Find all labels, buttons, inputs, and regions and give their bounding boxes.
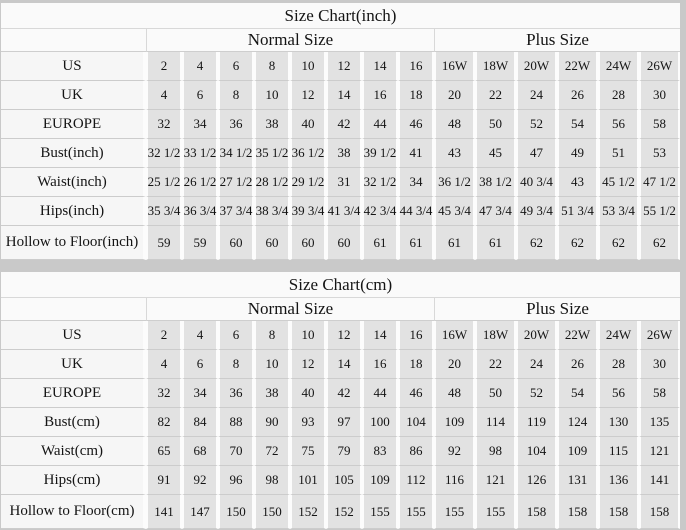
size-value-cell: 62 bbox=[598, 226, 639, 260]
size-value-cell: 29 1/2 bbox=[290, 168, 326, 197]
size-value-cell: 65 bbox=[146, 437, 182, 466]
size-value-cell: 10 bbox=[290, 321, 326, 350]
size-value-cell: 50 bbox=[475, 110, 516, 139]
row-label: Waist(inch) bbox=[1, 168, 146, 197]
size-value-cell: 8 bbox=[218, 350, 254, 379]
size-value-cell: 51 bbox=[598, 139, 639, 168]
size-value-cell: 56 bbox=[598, 379, 639, 408]
row-label: Hollow to Floor(inch) bbox=[1, 226, 146, 260]
size-value-cell: 141 bbox=[639, 466, 680, 495]
size-value-cell: 158 bbox=[557, 495, 598, 529]
size-value-cell: 44 bbox=[362, 110, 398, 139]
size-value-cell: 14 bbox=[326, 81, 362, 110]
size-value-cell: 158 bbox=[598, 495, 639, 529]
size-value-cell: 59 bbox=[146, 226, 182, 260]
size-value-cell: 59 bbox=[182, 226, 218, 260]
size-value-cell: 8 bbox=[254, 321, 290, 350]
row-label: UK bbox=[1, 350, 146, 379]
size-value-cell: 70 bbox=[218, 437, 254, 466]
size-value-cell: 12 bbox=[326, 321, 362, 350]
size-value-cell: 16 bbox=[362, 350, 398, 379]
size-value-cell: 6 bbox=[182, 81, 218, 110]
size-value-cell: 88 bbox=[218, 408, 254, 437]
size-value-cell: 8 bbox=[218, 81, 254, 110]
size-value-cell: 60 bbox=[326, 226, 362, 260]
size-value-cell: 47 bbox=[516, 139, 557, 168]
size-value-cell: 16 bbox=[398, 321, 434, 350]
size-value-cell: 61 bbox=[434, 226, 475, 260]
size-value-cell: 20 bbox=[434, 81, 475, 110]
size-value-cell: 93 bbox=[290, 408, 326, 437]
size-value-cell: 28 1/2 bbox=[254, 168, 290, 197]
size-value-cell: 131 bbox=[557, 466, 598, 495]
size-value-cell: 6 bbox=[218, 321, 254, 350]
size-value-cell: 55 1/2 bbox=[639, 197, 680, 226]
normal-size-header: Normal Size bbox=[146, 29, 434, 52]
size-value-cell: 33 1/2 bbox=[182, 139, 218, 168]
corner-cell bbox=[1, 29, 146, 52]
size-value-cell: 16 bbox=[398, 52, 434, 81]
row-label: Hips(cm) bbox=[1, 466, 146, 495]
size-value-cell: 72 bbox=[254, 437, 290, 466]
size-value-cell: 158 bbox=[639, 495, 680, 529]
size-value-cell: 109 bbox=[557, 437, 598, 466]
size-value-cell: 10 bbox=[254, 350, 290, 379]
size-value-cell: 12 bbox=[290, 81, 326, 110]
size-value-cell: 16 bbox=[362, 81, 398, 110]
size-value-cell: 36 1/2 bbox=[434, 168, 475, 197]
size-value-cell: 20 bbox=[434, 350, 475, 379]
size-value-cell: 26W bbox=[639, 321, 680, 350]
size-value-cell: 35 1/2 bbox=[254, 139, 290, 168]
size-value-cell: 155 bbox=[398, 495, 434, 529]
size-value-cell: 58 bbox=[639, 110, 680, 139]
size-value-cell: 18W bbox=[475, 52, 516, 81]
size-value-cell: 75 bbox=[290, 437, 326, 466]
size-value-cell: 28 bbox=[598, 350, 639, 379]
size-table-cm bbox=[1, 272, 680, 529]
size-value-cell: 130 bbox=[598, 408, 639, 437]
size-value-cell: 62 bbox=[639, 226, 680, 260]
size-value-cell: 44 bbox=[362, 379, 398, 408]
size-value-cell: 26W bbox=[639, 52, 680, 81]
size-value-cell: 46 bbox=[398, 110, 434, 139]
normal-size-header: Normal Size bbox=[146, 298, 434, 321]
size-value-cell: 109 bbox=[362, 466, 398, 495]
size-value-cell: 83 bbox=[362, 437, 398, 466]
size-value-cell: 24W bbox=[598, 321, 639, 350]
size-value-cell: 34 bbox=[182, 110, 218, 139]
size-value-cell: 40 bbox=[290, 379, 326, 408]
row-label: UK bbox=[1, 81, 146, 110]
size-value-cell: 150 bbox=[254, 495, 290, 529]
corner-cell bbox=[1, 298, 146, 321]
size-value-cell: 92 bbox=[434, 437, 475, 466]
size-value-cell: 52 bbox=[516, 110, 557, 139]
size-value-cell: 16W bbox=[434, 321, 475, 350]
size-value-cell: 42 bbox=[326, 110, 362, 139]
size-value-cell: 54 bbox=[557, 110, 598, 139]
size-value-cell: 116 bbox=[434, 466, 475, 495]
row-label: Hollow to Floor(cm) bbox=[1, 495, 146, 529]
size-value-cell: 38 bbox=[326, 139, 362, 168]
size-value-cell: 119 bbox=[516, 408, 557, 437]
size-value-cell: 36 3/4 bbox=[182, 197, 218, 226]
size-value-cell: 34 bbox=[398, 168, 434, 197]
size-value-cell: 20W bbox=[516, 321, 557, 350]
size-value-cell: 43 bbox=[434, 139, 475, 168]
size-value-cell: 45 3/4 bbox=[434, 197, 475, 226]
size-value-cell: 14 bbox=[362, 52, 398, 81]
size-value-cell: 28 bbox=[598, 81, 639, 110]
size-value-cell: 26 1/2 bbox=[182, 168, 218, 197]
size-value-cell: 126 bbox=[516, 466, 557, 495]
size-table-inch bbox=[1, 3, 680, 260]
size-value-cell: 155 bbox=[362, 495, 398, 529]
size-value-cell: 105 bbox=[326, 466, 362, 495]
size-value-cell: 41 3/4 bbox=[326, 197, 362, 226]
size-value-cell: 22W bbox=[557, 52, 598, 81]
size-value-cell: 10 bbox=[290, 52, 326, 81]
size-value-cell: 48 bbox=[434, 379, 475, 408]
size-value-cell: 18 bbox=[398, 350, 434, 379]
size-value-cell: 42 bbox=[326, 379, 362, 408]
size-value-cell: 97 bbox=[326, 408, 362, 437]
size-value-cell: 53 3/4 bbox=[598, 197, 639, 226]
size-value-cell: 31 bbox=[326, 168, 362, 197]
size-value-cell: 24 bbox=[516, 81, 557, 110]
size-value-cell: 6 bbox=[218, 52, 254, 81]
size-value-cell: 4 bbox=[182, 52, 218, 81]
size-value-cell: 109 bbox=[434, 408, 475, 437]
size-value-cell: 90 bbox=[254, 408, 290, 437]
size-value-cell: 36 1/2 bbox=[290, 139, 326, 168]
size-value-cell: 91 bbox=[146, 466, 182, 495]
size-value-cell: 38 bbox=[254, 379, 290, 408]
size-value-cell: 20W bbox=[516, 52, 557, 81]
size-value-cell: 51 3/4 bbox=[557, 197, 598, 226]
size-value-cell: 124 bbox=[557, 408, 598, 437]
size-value-cell: 155 bbox=[434, 495, 475, 529]
size-value-cell: 34 bbox=[182, 379, 218, 408]
size-value-cell: 18 bbox=[398, 81, 434, 110]
plus-size-header: Plus Size bbox=[434, 298, 680, 321]
size-value-cell: 135 bbox=[639, 408, 680, 437]
size-chart-inch bbox=[1, 3, 686, 260]
size-value-cell: 45 bbox=[475, 139, 516, 168]
size-value-cell: 82 bbox=[146, 408, 182, 437]
size-value-cell: 36 bbox=[218, 379, 254, 408]
row-label: EUROPE bbox=[1, 110, 146, 139]
size-value-cell: 34 1/2 bbox=[218, 139, 254, 168]
size-value-cell: 49 3/4 bbox=[516, 197, 557, 226]
size-value-cell: 44 3/4 bbox=[398, 197, 434, 226]
size-value-cell: 4 bbox=[146, 81, 182, 110]
size-value-cell: 10 bbox=[254, 81, 290, 110]
size-value-cell: 14 bbox=[326, 350, 362, 379]
size-value-cell: 152 bbox=[326, 495, 362, 529]
size-value-cell: 152 bbox=[290, 495, 326, 529]
size-value-cell: 27 1/2 bbox=[218, 168, 254, 197]
size-value-cell: 4 bbox=[182, 321, 218, 350]
size-value-cell: 41 bbox=[398, 139, 434, 168]
size-value-cell: 58 bbox=[639, 379, 680, 408]
size-value-cell: 96 bbox=[218, 466, 254, 495]
size-value-cell: 22 bbox=[475, 81, 516, 110]
size-value-cell: 68 bbox=[182, 437, 218, 466]
size-value-cell: 16W bbox=[434, 52, 475, 81]
size-value-cell: 60 bbox=[290, 226, 326, 260]
table-title: Size Chart(inch) bbox=[1, 3, 680, 29]
table-title: Size Chart(cm) bbox=[1, 272, 680, 298]
size-value-cell: 155 bbox=[475, 495, 516, 529]
size-value-cell: 158 bbox=[516, 495, 557, 529]
size-value-cell: 86 bbox=[398, 437, 434, 466]
size-value-cell: 2 bbox=[146, 52, 182, 81]
size-value-cell: 30 bbox=[639, 350, 680, 379]
size-value-cell: 8 bbox=[254, 52, 290, 81]
size-value-cell: 104 bbox=[398, 408, 434, 437]
size-value-cell: 40 3/4 bbox=[516, 168, 557, 197]
size-value-cell: 22W bbox=[557, 321, 598, 350]
size-value-cell: 114 bbox=[475, 408, 516, 437]
size-chart-cm bbox=[1, 272, 686, 529]
size-value-cell: 32 1/2 bbox=[146, 139, 182, 168]
size-value-cell: 147 bbox=[182, 495, 218, 529]
size-value-cell: 141 bbox=[146, 495, 182, 529]
size-value-cell: 24 bbox=[516, 350, 557, 379]
row-label: US bbox=[1, 321, 146, 350]
size-value-cell: 32 bbox=[146, 110, 182, 139]
size-value-cell: 18W bbox=[475, 321, 516, 350]
size-value-cell: 150 bbox=[218, 495, 254, 529]
size-value-cell: 50 bbox=[475, 379, 516, 408]
size-value-cell: 60 bbox=[218, 226, 254, 260]
size-value-cell: 38 1/2 bbox=[475, 168, 516, 197]
size-value-cell: 62 bbox=[516, 226, 557, 260]
size-value-cell: 6 bbox=[182, 350, 218, 379]
size-value-cell: 79 bbox=[326, 437, 362, 466]
size-value-cell: 98 bbox=[254, 466, 290, 495]
size-value-cell: 32 bbox=[146, 379, 182, 408]
size-value-cell: 136 bbox=[598, 466, 639, 495]
row-label: Waist(cm) bbox=[1, 437, 146, 466]
size-value-cell: 37 3/4 bbox=[218, 197, 254, 226]
size-value-cell: 56 bbox=[598, 110, 639, 139]
size-value-cell: 2 bbox=[146, 321, 182, 350]
size-value-cell: 121 bbox=[639, 437, 680, 466]
row-label: US bbox=[1, 52, 146, 81]
size-value-cell: 112 bbox=[398, 466, 434, 495]
size-value-cell: 4 bbox=[146, 350, 182, 379]
size-value-cell: 39 3/4 bbox=[290, 197, 326, 226]
size-value-cell: 53 bbox=[639, 139, 680, 168]
size-value-cell: 30 bbox=[639, 81, 680, 110]
size-value-cell: 22 bbox=[475, 350, 516, 379]
size-value-cell: 92 bbox=[182, 466, 218, 495]
size-value-cell: 42 3/4 bbox=[362, 197, 398, 226]
size-value-cell: 26 bbox=[557, 81, 598, 110]
row-label: Bust(inch) bbox=[1, 139, 146, 168]
size-value-cell: 36 bbox=[218, 110, 254, 139]
size-value-cell: 61 bbox=[398, 226, 434, 260]
size-value-cell: 121 bbox=[475, 466, 516, 495]
size-value-cell: 35 3/4 bbox=[146, 197, 182, 226]
row-label: Hips(inch) bbox=[1, 197, 146, 226]
size-value-cell: 40 bbox=[290, 110, 326, 139]
size-value-cell: 25 1/2 bbox=[146, 168, 182, 197]
size-value-cell: 49 bbox=[557, 139, 598, 168]
size-value-cell: 52 bbox=[516, 379, 557, 408]
size-value-cell: 62 bbox=[557, 226, 598, 260]
size-value-cell: 115 bbox=[598, 437, 639, 466]
size-value-cell: 47 1/2 bbox=[639, 168, 680, 197]
row-label: Bust(cm) bbox=[1, 408, 146, 437]
row-label: EUROPE bbox=[1, 379, 146, 408]
size-value-cell: 12 bbox=[290, 350, 326, 379]
size-value-cell: 38 bbox=[254, 110, 290, 139]
size-value-cell: 12 bbox=[326, 52, 362, 81]
size-value-cell: 98 bbox=[475, 437, 516, 466]
size-value-cell: 104 bbox=[516, 437, 557, 466]
size-value-cell: 101 bbox=[290, 466, 326, 495]
size-value-cell: 54 bbox=[557, 379, 598, 408]
size-value-cell: 45 1/2 bbox=[598, 168, 639, 197]
size-value-cell: 46 bbox=[398, 379, 434, 408]
size-value-cell: 61 bbox=[475, 226, 516, 260]
size-value-cell: 100 bbox=[362, 408, 398, 437]
size-value-cell: 38 3/4 bbox=[254, 197, 290, 226]
size-value-cell: 48 bbox=[434, 110, 475, 139]
size-value-cell: 32 1/2 bbox=[362, 168, 398, 197]
size-value-cell: 14 bbox=[362, 321, 398, 350]
size-value-cell: 84 bbox=[182, 408, 218, 437]
size-value-cell: 26 bbox=[557, 350, 598, 379]
plus-size-header: Plus Size bbox=[434, 29, 680, 52]
size-value-cell: 60 bbox=[254, 226, 290, 260]
size-value-cell: 43 bbox=[557, 168, 598, 197]
size-value-cell: 47 3/4 bbox=[475, 197, 516, 226]
size-value-cell: 39 1/2 bbox=[362, 139, 398, 168]
size-value-cell: 61 bbox=[362, 226, 398, 260]
size-value-cell: 24W bbox=[598, 52, 639, 81]
